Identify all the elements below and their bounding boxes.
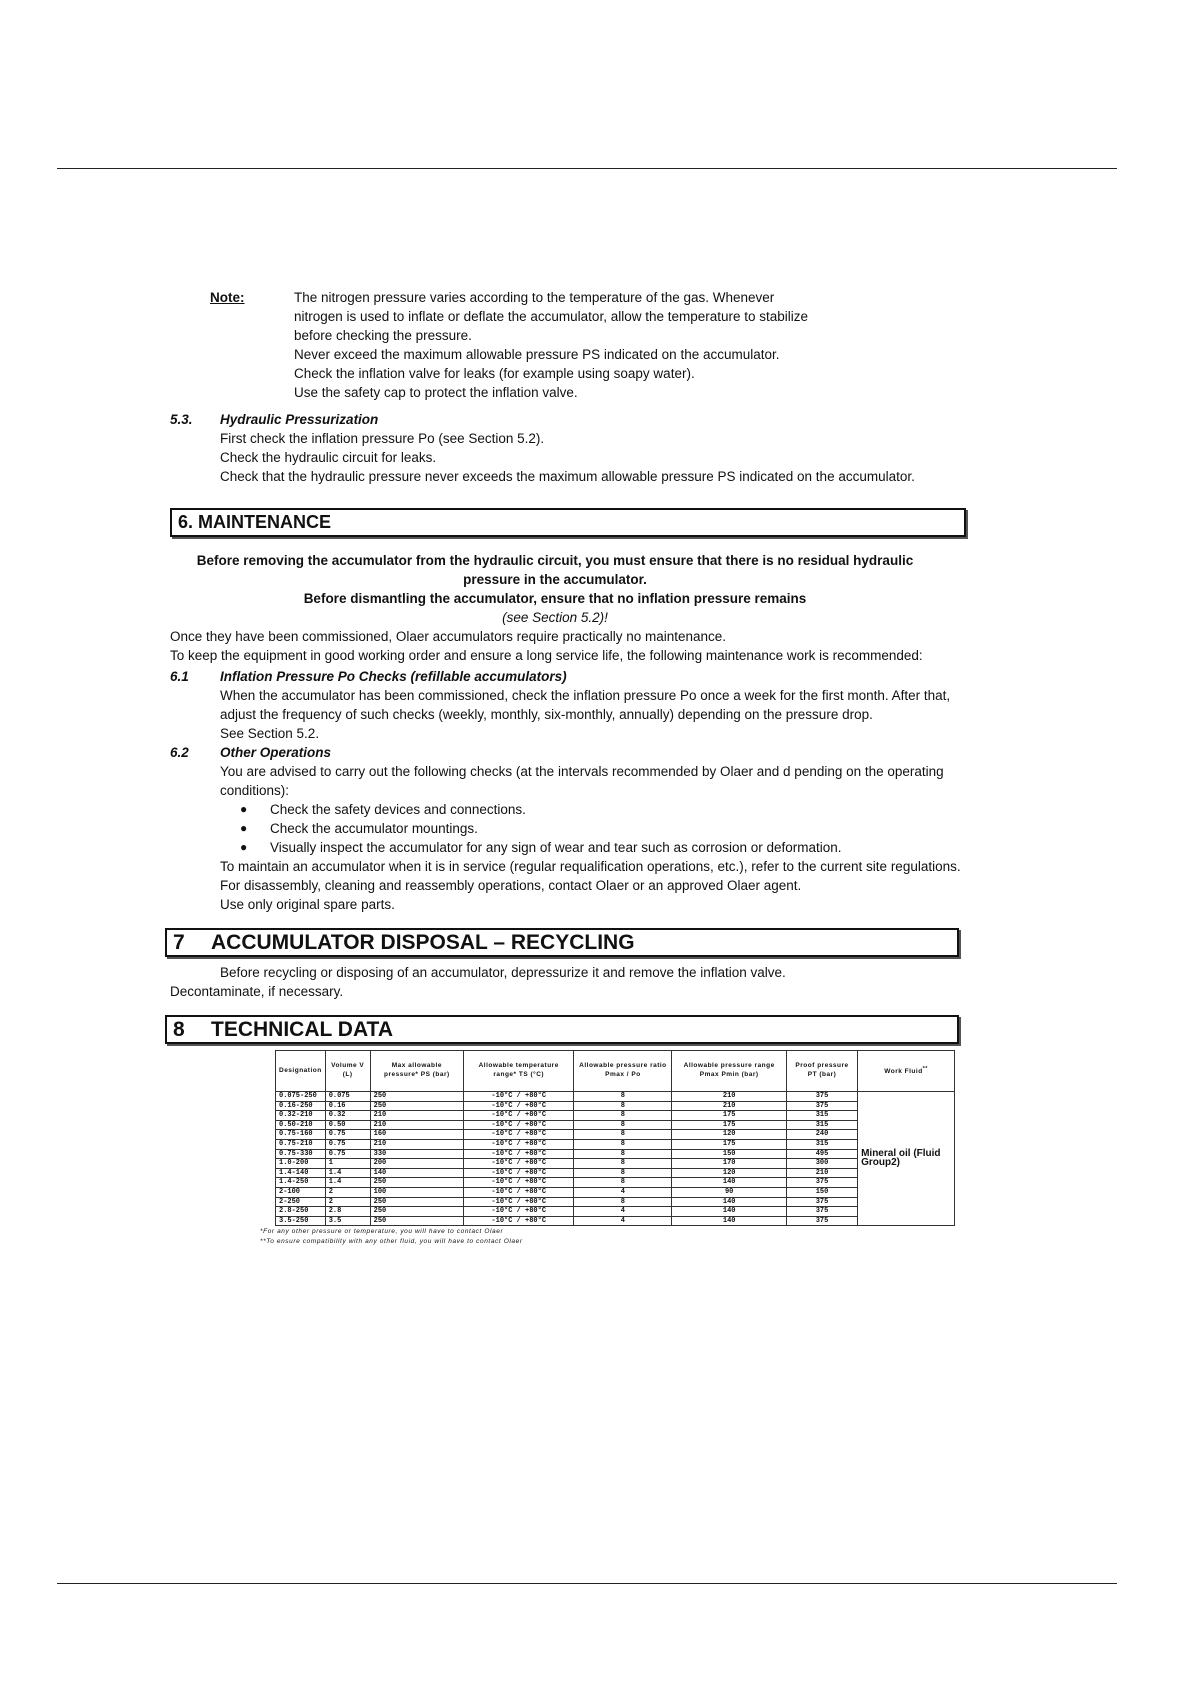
table-cell: 140 [672, 1207, 787, 1217]
table-cell: 300 [787, 1159, 858, 1169]
table-row [276, 1187, 955, 1197]
section-5-3-line: Check that the hydraulic pressure never exceeds the maximum allowable pressure PS indicated on the accumulator. [220, 469, 915, 484]
table-cell: 140 [672, 1197, 787, 1207]
table-cell: 175 [672, 1120, 787, 1130]
table-cell: 0.32 [325, 1111, 370, 1121]
note-line: Never exceed the maximum allowable pressure PS indicated on the accumulator. [294, 347, 780, 362]
section-5-3-heading [170, 410, 970, 429]
table-cell: 1.4-140 [276, 1168, 326, 1178]
table-cell: 150 [672, 1149, 787, 1159]
col-header: Volume V (L) [325, 1051, 370, 1092]
scanned-page-content [170, 288, 970, 1246]
table-cell: -10°C / +80°C [464, 1130, 574, 1140]
table-cell: -10°C / +80°C [464, 1149, 574, 1159]
section-7-title-text: ACCUMULATOR DISPOSAL – RECYCLING [211, 931, 635, 954]
table-cell: -10°C / +80°C [464, 1187, 574, 1197]
maintenance-warning-1: Before removing the accumulator from the hydraulic circuit, you must ensure that there is no residual hydraulic pressure in the accumulator. [196, 553, 914, 587]
table-cell: 250 [370, 1178, 463, 1188]
disposal-line-2: Decontaminate, if necessary. [170, 984, 344, 999]
table-cell: 375 [787, 1092, 858, 1102]
table-cell: 0.50 [325, 1120, 370, 1130]
table-cell: 8 [574, 1197, 672, 1207]
table-cell: 250 [370, 1101, 463, 1111]
maintenance-after-3: Use only original spare parts. [220, 897, 395, 912]
table-row [276, 1178, 955, 1188]
section-8-number: 8 [173, 1018, 185, 1041]
table-cell: 0.75 [325, 1149, 370, 1159]
table-cell: 240 [787, 1130, 858, 1140]
table-row [276, 1101, 955, 1111]
table-row [276, 1120, 955, 1130]
table-cell: 2-100 [276, 1187, 326, 1197]
table-cell: 8 [574, 1120, 672, 1130]
table-cell: 0.075 [325, 1092, 370, 1102]
table-cell: 2.8-250 [276, 1207, 326, 1217]
table-cell: -10°C / +80°C [464, 1197, 574, 1207]
table-cell: 3.5-250 [276, 1216, 326, 1226]
table-cell: 8 [574, 1159, 672, 1169]
table-cell: 8 [574, 1101, 672, 1111]
table-cell: 330 [370, 1149, 463, 1159]
checks-list [240, 800, 970, 857]
work-fluid-header-text: Work Fluid [884, 1068, 923, 1076]
list-item: ● Check the safety devices and connections. [240, 800, 970, 819]
table-cell: 1.4 [325, 1178, 370, 1188]
table-cell: 140 [370, 1168, 463, 1178]
col-header: Proof pressure PT (bar) [787, 1051, 858, 1092]
list-item: ● Check the accumulator mountings. [240, 819, 970, 838]
table-cell: 2 [325, 1187, 370, 1197]
section-6-2-text: You are advised to carry out the following checks (at the intervals recommended by Olaer and d pending on the operating conditions): [220, 764, 944, 798]
table-cell: 90 [672, 1187, 787, 1197]
table-cell: 375 [787, 1197, 858, 1207]
note-line: Check the inflation valve for leaks (for example using soapy water). [294, 366, 695, 381]
table-cell: 1.4-250 [276, 1178, 326, 1188]
list-item: ● Visually inspect the accumulator for any sign of wear and tear such as corrosion or deformation. [240, 838, 970, 857]
table-cell: 8 [574, 1139, 672, 1149]
table-cell: -10°C / +80°C [464, 1120, 574, 1130]
table-header-row [276, 1051, 955, 1092]
table-cell: 120 [672, 1168, 787, 1178]
header-rule [57, 168, 1117, 169]
col-header: Allowable pressure range Pmax Pmin (bar) [672, 1051, 787, 1092]
section-6-2-number: 6.2 [170, 745, 189, 760]
table-cell: 0.50-210 [276, 1120, 326, 1130]
work-fluid-cell: Mineral oil (Fluid Group2) [858, 1092, 955, 1226]
table-footnote-2: **To ensure compatibility with any other fluid, you will have to contact Olaer [260, 1238, 523, 1246]
table-cell: -10°C / +80°C [464, 1092, 574, 1102]
table-row [276, 1168, 955, 1178]
table-cell: 0.75-210 [276, 1139, 326, 1149]
maintenance-intro-2: To keep the equipment in good working order and ensure a long service life, the following maintenance work is recommended: [170, 648, 923, 663]
section-8-title [165, 1015, 959, 1044]
table-cell: 3.5 [325, 1216, 370, 1226]
table-row [276, 1159, 955, 1169]
table-cell: 150 [787, 1187, 858, 1197]
maintenance-after-1: To maintain an accumulator when it is in service (regular requalification operations, etc.), refer to the current site regulations. [220, 859, 961, 874]
note-line: Use the safety cap to protect the inflation valve. [294, 385, 578, 400]
note-block [210, 288, 970, 402]
work-fluid-header [858, 1051, 955, 1092]
table-cell: -10°C / +80°C [464, 1159, 574, 1169]
table-row [276, 1139, 955, 1149]
section-5-3-line: Check the hydraulic circuit for leaks. [220, 450, 437, 465]
table-cell: -10°C / +80°C [464, 1101, 574, 1111]
table-cell: 2 [325, 1197, 370, 1207]
section-6-1-heading [170, 667, 970, 686]
table-cell: -10°C / +80°C [464, 1178, 574, 1188]
table-cell: 4 [574, 1187, 672, 1197]
table-cell: 210 [672, 1101, 787, 1111]
table-cell: 140 [672, 1216, 787, 1226]
table-cell: 210 [672, 1092, 787, 1102]
table-cell: 2.8 [325, 1207, 370, 1217]
table-row [276, 1092, 955, 1102]
section-5-3-body [220, 429, 970, 486]
table-footnote-1: *For any other pressure or temperature, you will have to contact Olaer [260, 1228, 504, 1236]
table-cell: 8 [574, 1111, 672, 1121]
table-cell: 0.75-160 [276, 1130, 326, 1140]
table-cell: 140 [672, 1178, 787, 1188]
table-cell: 8 [574, 1149, 672, 1159]
table-cell: 8 [574, 1130, 672, 1140]
table-cell: 8 [574, 1178, 672, 1188]
table-cell: 210 [787, 1168, 858, 1178]
table-cell: -10°C / +80°C [464, 1139, 574, 1149]
table-cell: -10°C / +80°C [464, 1216, 574, 1226]
table-cell: 0.75 [325, 1139, 370, 1149]
table-cell: 0.32-210 [276, 1111, 326, 1121]
table-cell: 0.16 [325, 1101, 370, 1111]
table-row [276, 1111, 955, 1121]
table-cell: 175 [672, 1111, 787, 1121]
section-6-1-text: When the accumulator has been commissioned, check the inflation pressure Po once a week for the first month. After that, adjust the frequency of such checks (weekly, monthly, six-monthly, annually) depending on the pressure drop. [220, 688, 951, 722]
table-cell: -10°C / +80°C [464, 1207, 574, 1217]
disposal-line-1: Before recycling or disposing of an accumulator, depressurize it and remove the inflation valve. [220, 965, 786, 980]
table-cell: 250 [370, 1216, 463, 1226]
table-cell: 375 [787, 1207, 858, 1217]
table-row [276, 1130, 955, 1140]
table-row [276, 1216, 955, 1226]
section-7-number: 7 [173, 931, 185, 954]
table-cell: 100 [370, 1187, 463, 1197]
table-cell: 0.75-330 [276, 1149, 326, 1159]
table-cell: 0.075-250 [276, 1092, 326, 1102]
note-line: before checking the pressure. [294, 328, 472, 343]
table-cell: 160 [370, 1130, 463, 1140]
section-6-2-heading [170, 743, 970, 762]
table-row [276, 1207, 955, 1217]
table-cell: 375 [787, 1101, 858, 1111]
col-header: Allowable pressure ratio Pmax / Po [574, 1051, 672, 1092]
section-6-title: 6. MAINTENANCE [170, 508, 966, 537]
maintenance-warning-reference: (see Section 5.2)! [502, 610, 608, 625]
table-cell: 170 [672, 1159, 787, 1169]
table-row [276, 1149, 955, 1159]
table-cell: 250 [370, 1197, 463, 1207]
table-cell: 0.16-250 [276, 1101, 326, 1111]
table-cell: 4 [574, 1207, 672, 1217]
table-cell: 315 [787, 1120, 858, 1130]
footer-rule [57, 1583, 1117, 1584]
section-5-3-line: First check the inflation pressure Po (see Section 5.2). [220, 431, 545, 446]
table-cell: 1.4 [325, 1168, 370, 1178]
table-cell: 8 [574, 1168, 672, 1178]
table-body [276, 1092, 955, 1226]
section-6-1-title: Inflation Pressure Po Checks (refillable accumulators) [220, 669, 567, 684]
table-cell: 250 [370, 1207, 463, 1217]
table-cell: 210 [370, 1139, 463, 1149]
table-cell: 4 [574, 1216, 672, 1226]
table-cell: 1 [325, 1159, 370, 1169]
section-8-title-text: TECHNICAL DATA [211, 1018, 393, 1041]
table-cell: 8 [574, 1092, 672, 1102]
technical-data-table [275, 1050, 955, 1226]
maintenance-after-2: For disassembly, cleaning and reassembly operations, contact Olaer or an approved Olaer agent. [220, 878, 802, 893]
note-label: Note: [210, 290, 245, 305]
table-cell: 1.0-200 [276, 1159, 326, 1169]
work-fluid-header-mark: ** [922, 1066, 928, 1073]
table-cell: 0.75 [325, 1130, 370, 1140]
col-header: Allowable temperature range* TS (°C) [464, 1051, 574, 1092]
col-header: Designation [276, 1051, 326, 1092]
table-cell: 175 [672, 1139, 787, 1149]
section-7-title [165, 928, 959, 957]
table-cell: 120 [672, 1130, 787, 1140]
table-cell: 210 [370, 1120, 463, 1130]
section-6-1-see: See Section 5.2. [220, 726, 320, 741]
table-cell: -10°C / +80°C [464, 1168, 574, 1178]
maintenance-intro-1: Once they have been commissioned, Olaer accumulators require practically no maintenance. [170, 629, 727, 644]
note-line: nitrogen is used to inflate or deflate the accumulator, allow the temperature to stabilize [294, 309, 809, 324]
table-cell: 315 [787, 1139, 858, 1149]
section-5-3-title: Hydraulic Pressurization [220, 412, 379, 427]
table-cell: 375 [787, 1178, 858, 1188]
note-line: The nitrogen pressure varies according to the temperature of the gas. Whenever [294, 290, 775, 305]
maintenance-warning-2: Before dismantling the accumulator, ensure that no inflation pressure remains [303, 591, 807, 606]
table-cell: -10°C / +80°C [464, 1111, 574, 1121]
table-cell: 315 [787, 1111, 858, 1121]
table-cell: 375 [787, 1216, 858, 1226]
table-cell: 2-250 [276, 1197, 326, 1207]
note-body [294, 288, 808, 402]
technical-data-table-wrap [260, 1050, 955, 1246]
col-header: Max allowable pressure* PS (bar) [370, 1051, 463, 1092]
table-cell: 200 [370, 1159, 463, 1169]
table-cell: 250 [370, 1092, 463, 1102]
table-cell: 210 [370, 1111, 463, 1121]
section-5-3-number: 5.3. [170, 412, 193, 427]
table-cell: 495 [787, 1149, 858, 1159]
section-6-2-title: Other Operations [220, 745, 332, 760]
table-row [276, 1197, 955, 1207]
section-6-1-number: 6.1 [170, 669, 189, 684]
